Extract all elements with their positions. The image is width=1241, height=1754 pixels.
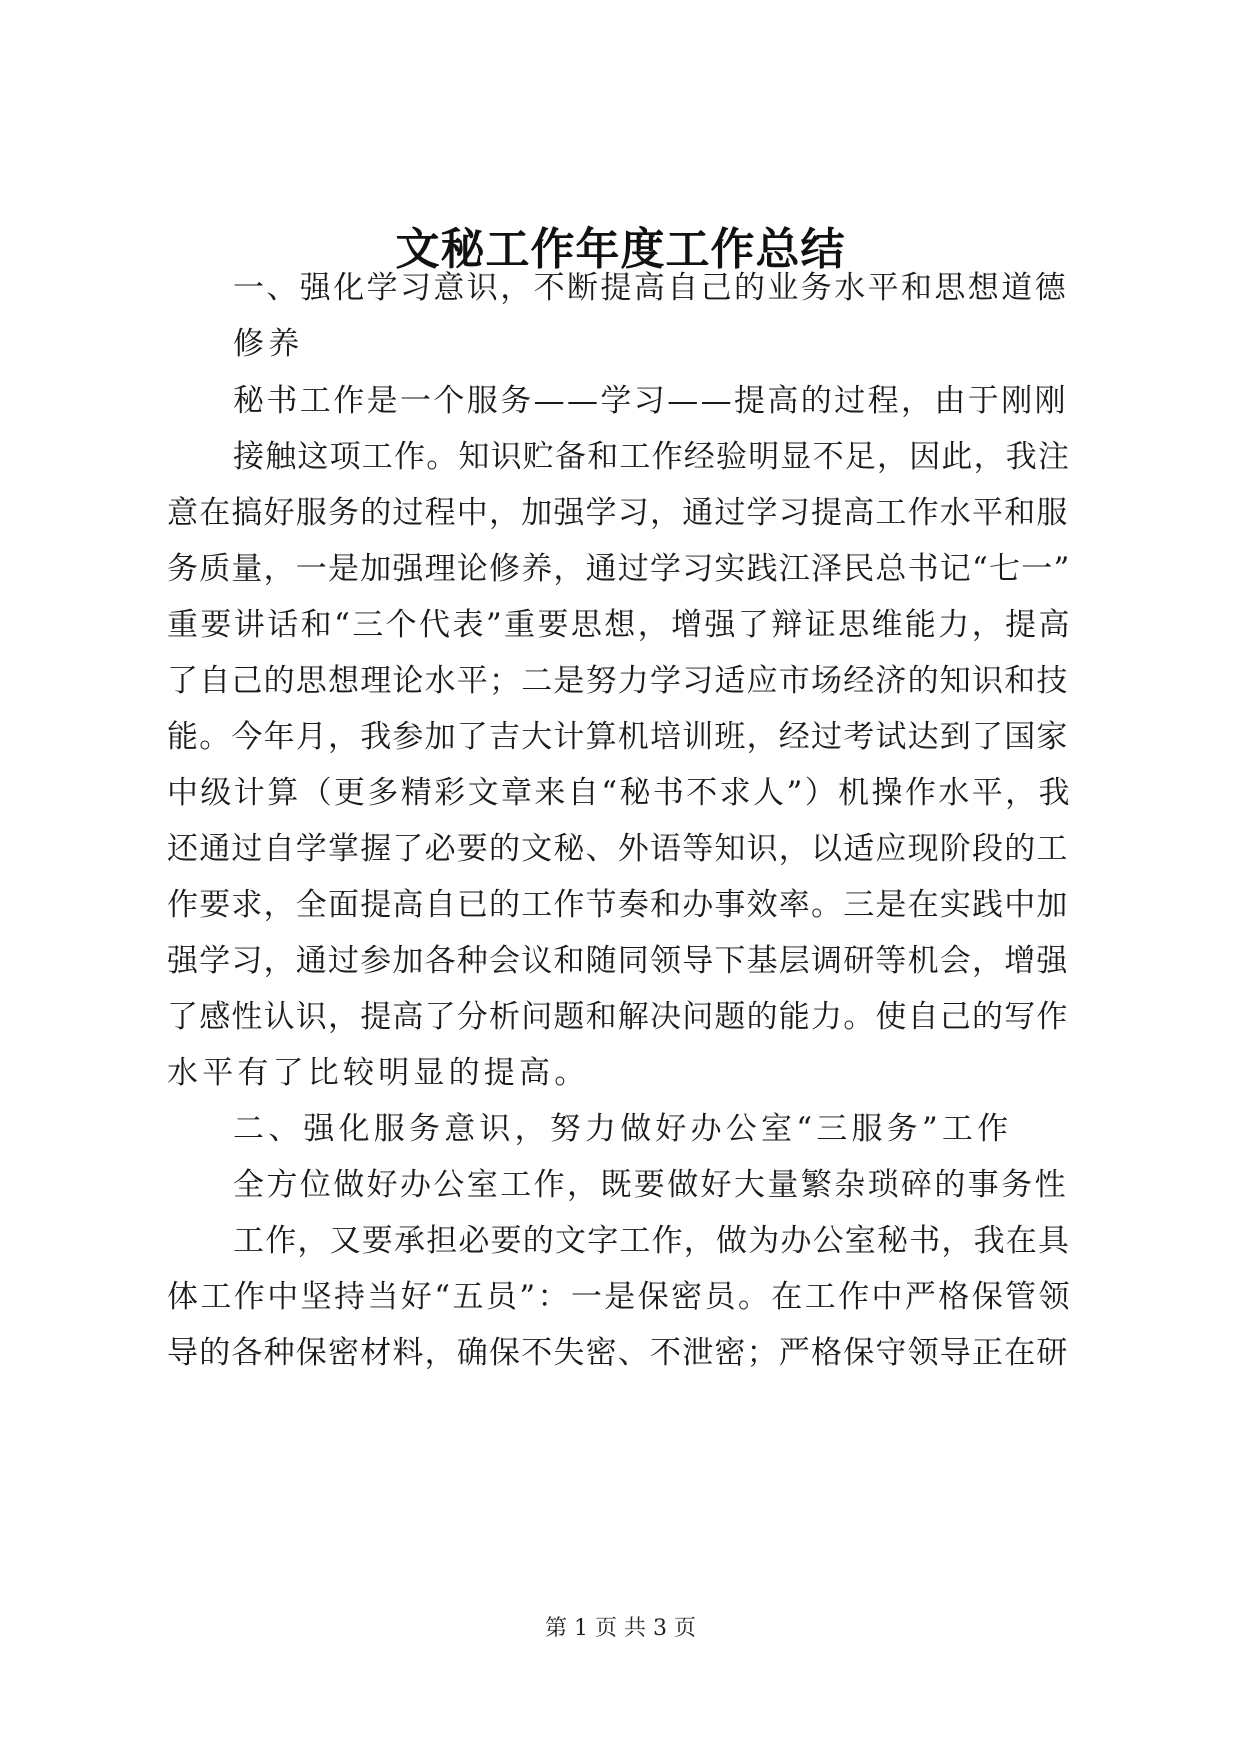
section-heading-1-cont: 修养	[233, 326, 304, 362]
paragraph-line: 体工作中坚持当好“五员”：一是保密员。在工作中严格保管领	[167, 1279, 1072, 1315]
section-heading-2: 二、强化服务意识，努力做好办公室“三服务”工作	[233, 1111, 1013, 1147]
section-heading-1: 一、强化学习意识，不断提高自己的业务水平和思想道德	[233, 270, 1068, 306]
paragraph-line: 意在搞好服务的过程中，加强学习，通过学习提高工作水平和服	[167, 495, 1069, 531]
paragraph-line: 作要求，全面提高自已的工作节奏和办事效率。三是在实践中加	[167, 887, 1069, 923]
paragraph-line: 导的各种保密材料，确保不失密、不泄密；严格保守领导正在研	[167, 1335, 1069, 1371]
paragraph-line: 务质量，一是加强理论修养，通过学习实践江泽民总书记“七一”	[167, 551, 1071, 587]
paragraph-line: 秘书工作是一个服务——学习——提高的过程，由于刚刚	[233, 383, 1068, 419]
paragraph-line: 接触这项工作。知识贮备和工作经验明显不足，因此，我注	[233, 439, 1071, 475]
paragraph-line: 水平有了比较明显的提高。	[167, 1055, 590, 1091]
paragraph-line: 强学习，通过参加各种会议和随同领导下基层调研等机会，增强	[167, 943, 1069, 979]
paragraph-line: 中级计算（更多精彩文章来自“秘书不求人”）机操作水平，我	[167, 775, 1072, 811]
paragraph-line: 全方位做好办公室工作，既要做好大量繁杂琐碎的事务性	[233, 1167, 1068, 1203]
paragraph-line: 了自己的思想理论水平；二是努力学习适应市场经济的知识和技	[167, 663, 1069, 699]
paragraph-line: 能。今年月，我参加了吉大计算机培训班，经过考试达到了国家	[167, 719, 1069, 755]
document-title: 文秘工作年度工作总结	[395, 224, 846, 275]
page-indicator: 第 1 页 共 3 页	[545, 1616, 696, 1641]
paragraph-line: 工作，又要承担必要的文字工作，做为办公室秘书，我在具	[233, 1223, 1071, 1259]
paragraph-line: 重要讲话和“三个代表”重要思想，增强了辩证思维能力，提高	[167, 607, 1072, 643]
paragraph-line: 还通过自学掌握了必要的文秘、外语等知识，以适应现阶段的工	[167, 831, 1069, 867]
paragraph-line: 了感性认识，提高了分析问题和解决问题的能力。使自己的写作	[167, 999, 1069, 1035]
